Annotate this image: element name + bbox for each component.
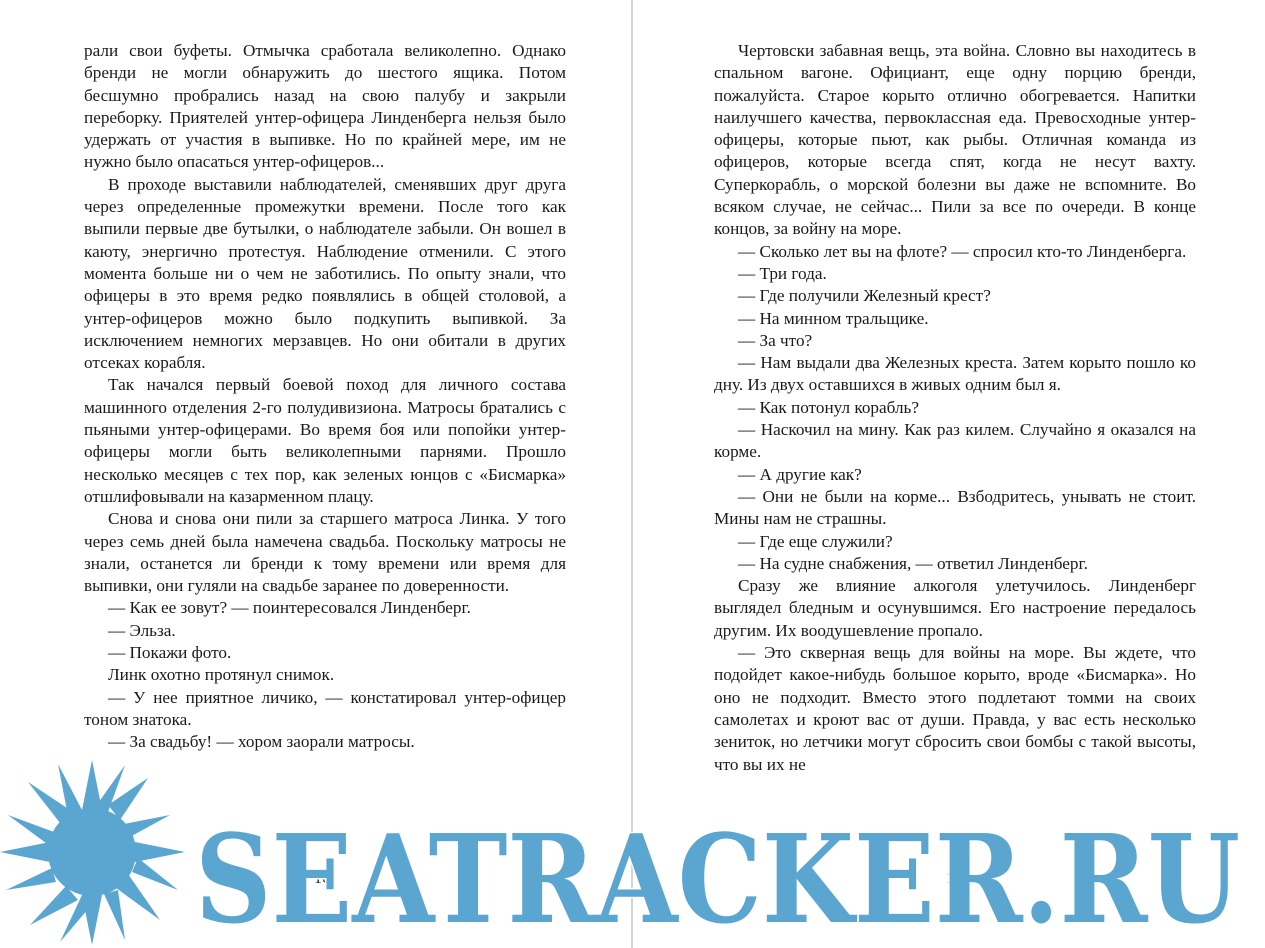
paragraph: В проходе выставили наблюдателей, сменявших друг друга через определенные промежутки времени. После того как выпили первые две бутылки, о наблюдателе забыли. Он вошел в каюту, энергично протестуя. Наблюдение отменили. С этого момента больше ни о чем не заботились. По опыту знали, что офицеры в это время редко появлялись в общей столовой, а унтер-офицеров можно было подкупить выпивкой. За исключением немногих мерзавцев. Но они обитали в других отсеках корабля. [84, 174, 566, 373]
paragraph: — Покажи фото. [108, 643, 232, 663]
paragraph: Снова и снова они пили за старшего матроса Линка. У того через семь дней была намечена свадьба. Поскольку матросы не знали, останется ли бренди к тому времени или время для выпивки, они гуляли на свадьбе заранее по доверенности. [84, 509, 566, 596]
paragraph: — За свадьбу! — хором заорали матросы. [108, 732, 415, 752]
paragraph: — Три года. [738, 263, 827, 283]
starburst-icon [0, 760, 185, 945]
paragraph: — А другие как? [738, 464, 862, 484]
paragraph: — Как потонул корабль? [738, 397, 920, 417]
paragraph: — Они не были на корме... Взбодритесь, унывать не стоит. Мины нам не страшны. [714, 486, 1196, 529]
paragraph: Чертовски забавная вещь, эта война. Словно вы находитесь в спальном вагоне. Официант, еще одну порцию бренди, пожалуйста. Старое корыто отлично обогревается. Напитки наилучшего качества, первоклассная еда. Превосходные унтер-офицеры, которые пьют, как рыбы. Отличная команда из офицеров, которые всегда спят, когда не несут вахту. Суперкорабль, о морской болезни вы даже не вспомните. Во всяком случае, не сейчас... Пили за все по очереди. В конце концов, за войну на море. [714, 41, 1196, 239]
paragraph: — Где еще служили? [738, 531, 893, 551]
paragraph: — За что? [738, 330, 813, 350]
page-number-right: 17 [946, 870, 962, 887]
paragraph: Линк охотно протянул снимок. [108, 665, 335, 685]
paragraph: — На судне снабжения, — ответил Линденберг. [738, 553, 1088, 573]
paragraph: — У нее приятное личико, — констатировал унтер-офицер тоном знатока. [84, 687, 566, 729]
paragraph: — Наскочил на мину. Как раз килем. Случайно я оказался на корме. [714, 420, 1196, 462]
right-page-text [714, 40, 1196, 776]
paragraph: Сразу же влияние алкоголя улетучилось. Линденберг выглядел бледным и осунувшимся. Его настроение передалось другим. Их воодушевление пропало. [714, 576, 1196, 640]
watermark-lettering: SEATRACKER.RU [195, 807, 1240, 948]
paragraph: рали свои буфеты. Отмычка сработала великолепно. Однако бренди не могли обнаружить до шестого ящика. Потом бесшумно пробрались назад на свою палубу и закрыли переборку. Приятелей унтер-офицера Линденберга нельзя было удержать от участия в выпивке. Но по крайней мере, им не нужно было опасаться унтер-офицеров... [84, 41, 566, 172]
book-spine [631, 0, 633, 948]
left-page-text [84, 40, 566, 754]
paragraph: — Сколько лет вы на флоте? — спросил кто-то Линденберга. [738, 241, 1187, 261]
paragraph: — Это скверная вещь для войны на море. Вы ждете, что подойдет какое-нибудь большое корыто, вроде «Бисмарка». Но оно не подходит. Вместо этого подлетают томми на своих самолетах и кроют вас от души. Правда, у вас есть несколько зениток, но летчики могут сбросить свои бомбы с такой высоты, что вы их не [714, 643, 1196, 774]
paragraph: — Как ее зовут? — поинтересовался Линденберг. [108, 598, 471, 618]
paragraph: — Эльза. [108, 620, 176, 640]
paragraph: Так начался первый боевой поход для личного состава машинного отделения 2-го полудивизиона. Матросы братались с пьяными унтер-офицерами. Во время боя или попойки унтер-офицеры могли быть великолепными парнями. Прошло несколько месяцев с тех пор, как зеленых юнцов с «Бисмарка» отшлифовывали на казарменном плацу. [84, 375, 566, 506]
page-number-left: 16 [314, 870, 330, 887]
paragraph: — На минном тральщике. [738, 308, 929, 328]
paragraph: — Где получили Железный крест? [738, 286, 991, 306]
paragraph: — Нам выдали два Железных креста. Затем корыто пошло ко дну. Из двух оставшихся в живых одним был я. [714, 353, 1196, 395]
